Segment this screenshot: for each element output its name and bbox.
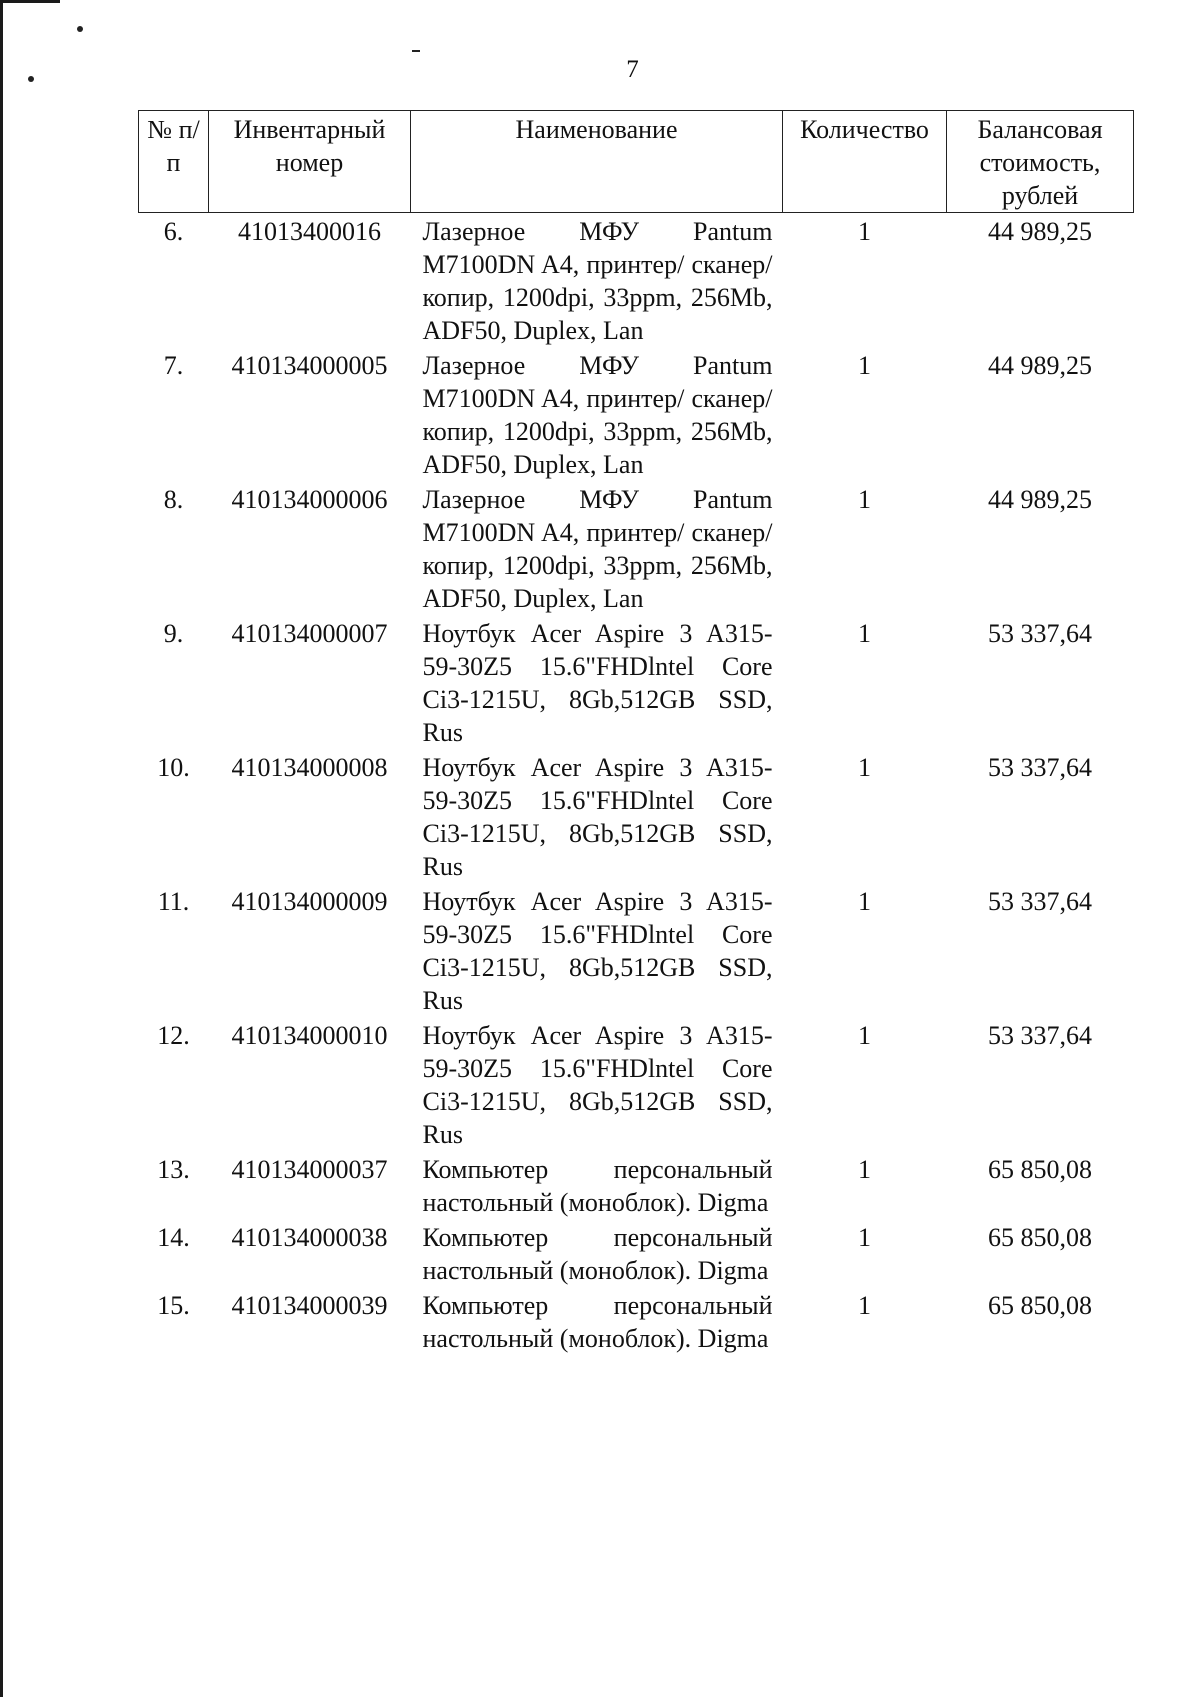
inventory-table [138,110,1134,1355]
table-row [139,347,1134,481]
row-item-name: Лазерное МФУ Pantum M7100DN A4, принтер/ сканер/копир, 1200dpi, 33ppm, 256Mb, ADF50, Duplex, Lan [422,351,773,479]
row-number: 8. [163,485,184,514]
row-number: 11. [157,887,190,916]
row-inventory-number: 410134000008 [231,753,388,782]
row-quantity: 1 [858,619,871,648]
table-row [139,481,1134,615]
row-item-name: Ноутбук Acer Aspire 3 A315-59-30Z5 15.6"FHDlntel Core Ci3-1215U, 8Gb,512GB SSD, Rus [422,887,773,1015]
row-number: 15. [157,1291,190,1320]
header-quantity: Количество [783,111,947,213]
scan-speck [77,26,83,32]
scan-left-edge [0,0,3,1697]
table-row [139,213,1134,348]
row-balance-cost: 65 850,08 [988,1155,1092,1184]
row-number: 7. [163,351,184,380]
row-item-name: Компьютер персональный настольный (моноблок). Digma [422,1223,773,1285]
row-inventory-number: 410134000005 [231,351,388,380]
header-number: № п/п [139,111,209,213]
row-balance-cost: 65 850,08 [988,1291,1092,1320]
header-row [139,111,1134,213]
row-inventory-number: 410134000037 [231,1155,388,1184]
row-inventory-number: 410134000007 [231,619,388,648]
row-balance-cost: 44 989,25 [988,217,1092,246]
row-inventory-number: 410134000006 [231,485,388,514]
row-number: 13. [157,1155,190,1184]
table-body [139,213,1134,1356]
row-item-name: Ноутбук Acer Aspire 3 A315-59-30Z5 15.6"FHDlntel Core Ci3-1215U, 8Gb,512GB SSD, Rus [422,753,773,881]
row-balance-cost: 44 989,25 [988,351,1092,380]
table-header [139,111,1134,213]
page-number: 7 [626,56,639,83]
row-number: 12. [157,1021,190,1050]
row-inventory-number: 41013400016 [238,217,381,246]
table-row [139,749,1134,883]
row-quantity: 1 [858,1021,871,1050]
row-number: 9. [163,619,184,648]
row-quantity: 1 [858,217,871,246]
row-balance-cost: 44 989,25 [988,485,1092,514]
row-item-name: Лазерное МФУ Pantum M7100DN A4, принтер/ сканер/копир, 1200dpi, 33ppm, 256Mb, ADF50, Duplex, Lan [422,485,773,613]
row-inventory-number: 410134000010 [231,1021,388,1050]
row-quantity: 1 [858,887,871,916]
row-quantity: 1 [858,1155,871,1184]
row-item-name: Ноутбук Acer Aspire 3 A315-59-30Z5 15.6"FHDlntel Core Ci3-1215U, 8Gb,512GB SSD, Rus [422,619,773,747]
table-row [139,615,1134,749]
table-row [139,1219,1134,1287]
row-inventory-number: 410134000038 [231,1223,388,1252]
row-inventory-number: 410134000009 [231,887,388,916]
table-row [139,883,1134,1017]
row-number: 6. [163,217,184,246]
row-item-name: Компьютер персональный настольный (моноблок). Digma [422,1155,773,1217]
header-inventory-number: Инвентарный номер [209,111,411,213]
row-quantity: 1 [858,753,871,782]
row-quantity: 1 [858,351,871,380]
header-name: Наименование [411,111,783,213]
row-balance-cost: 53 337,64 [988,753,1092,782]
row-item-name: Лазерное МФУ Pantum M7100DN A4, принтер/ сканер/копир, 1200dpi, 33ppm, 256Mb, ADF50, Duplex, Lan [422,217,773,345]
table-row [139,1287,1134,1355]
row-number: 14. [157,1223,190,1252]
row-quantity: 1 [858,1223,871,1252]
row-balance-cost: 53 337,64 [988,1021,1092,1050]
row-quantity: 1 [858,485,871,514]
table-row [139,1151,1134,1219]
header-balance-cost: Балансовая стоимость, рублей [947,111,1134,213]
row-inventory-number: 410134000039 [231,1291,388,1320]
row-number: 10. [157,753,190,782]
row-balance-cost: 53 337,64 [988,887,1092,916]
row-item-name: Ноутбук Acer Aspire 3 A315-59-30Z5 15.6"FHDlntel Core Ci3-1215U, 8Gb,512GB SSD, Rus [422,1021,773,1149]
row-item-name: Компьютер персональный настольный (моноблок). Digma [422,1291,773,1353]
scan-top-edge [0,0,60,3]
row-quantity: 1 [858,1291,871,1320]
row-balance-cost: 65 850,08 [988,1223,1092,1252]
row-balance-cost: 53 337,64 [988,619,1092,648]
table-row [139,1017,1134,1151]
scan-speck [412,50,420,52]
